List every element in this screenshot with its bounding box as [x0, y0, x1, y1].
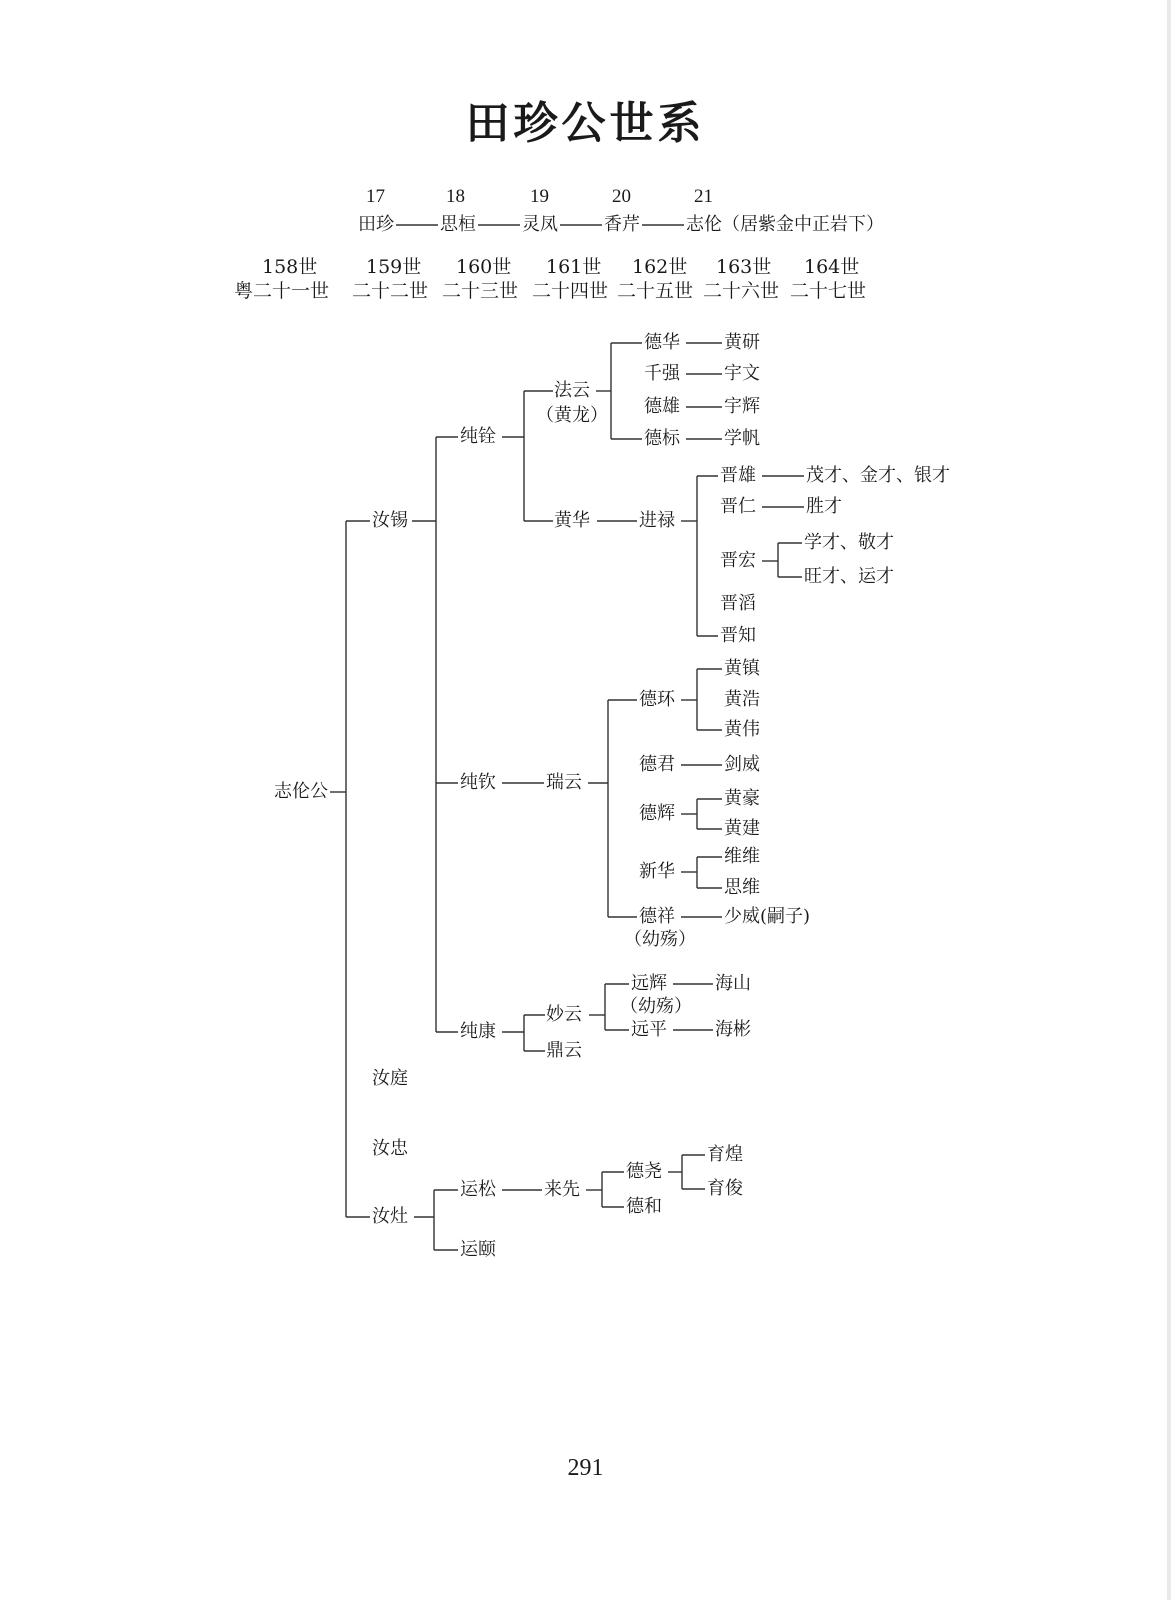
tree-node: 晋仁: [720, 496, 756, 517]
generation-world: 164世: [804, 256, 860, 278]
tree-node: 汝庭: [372, 1068, 408, 1089]
tree-node: 晋雄: [720, 465, 756, 486]
tree-node: 晋知: [720, 625, 756, 646]
tree-node: 远辉: [631, 973, 667, 994]
tree-node: 育煌: [707, 1144, 743, 1165]
tree-node: 德雄: [644, 396, 680, 417]
tree-node-note: （幼殇）: [620, 996, 692, 1017]
lineage-name: 田珍: [358, 214, 394, 235]
generation-local: 二十三世: [442, 280, 519, 302]
page-title: 田珍公世系: [465, 98, 706, 149]
tree-node: 汝灶: [372, 1206, 408, 1227]
tree-node: 黄伟: [724, 719, 760, 740]
lineage-name: 香芹: [604, 214, 640, 235]
tree-node: 汝忠: [372, 1138, 408, 1159]
tree-node: 进禄: [639, 510, 675, 531]
tree-node: 海山: [715, 973, 751, 994]
tree-node: 远平: [631, 1019, 667, 1040]
tree-node: 纯铨: [460, 426, 496, 447]
lineage-note: （居紫金中正岩下）: [722, 214, 884, 235]
generation-world: 163世: [716, 256, 772, 278]
tree-node: 德环: [639, 689, 675, 710]
tree-node: 少威(嗣子): [724, 906, 811, 927]
tree-node: 瑞云: [546, 772, 582, 793]
tree-node: 茂才、金才、银才: [806, 465, 950, 486]
generation-world: 160世: [456, 256, 512, 278]
tree-node-note: （幼殇）: [624, 929, 696, 950]
tree-node: 德尧: [626, 1161, 662, 1182]
tree-node: 晋滔: [720, 593, 756, 614]
tree-node: 德辉: [639, 803, 675, 824]
tree-node: 法云: [554, 380, 590, 401]
tree-node: 维维: [724, 846, 760, 867]
lineage-number: 20: [612, 186, 631, 207]
tree-node: 汝锡: [372, 510, 408, 531]
tree-node: 黄华: [554, 510, 590, 531]
tree-node: 黄研: [724, 332, 760, 353]
tree-node: 黄豪: [724, 788, 760, 809]
lineage-number: 21: [694, 186, 713, 207]
tree-node: 德标: [644, 428, 680, 449]
tree-node: 胜才: [806, 496, 842, 517]
tree-node: 黄镇: [724, 658, 760, 679]
tree-node: 德祥: [639, 906, 675, 927]
tree-node: 旺才、运才: [804, 566, 894, 587]
tree-node: 妙云: [546, 1004, 582, 1025]
tree-node: 思维: [724, 877, 760, 898]
generation-local: 二十七世: [790, 280, 867, 302]
tree-node: 纯康: [460, 1021, 496, 1042]
tree-node: 黄建: [724, 818, 760, 839]
generation-world: 162世: [632, 256, 688, 278]
tree-node: 志伦公: [274, 781, 328, 802]
tree-node: 千强: [644, 363, 680, 384]
tree-node: 宇辉: [724, 396, 760, 417]
tree-node: 学才、敬才: [804, 532, 894, 553]
generation-local: 二十二世: [352, 280, 429, 302]
lineage-number: 18: [446, 186, 465, 207]
lineage-name: 思桓: [440, 214, 476, 235]
tree-node: 德华: [644, 332, 680, 353]
tree-node: 学帆: [724, 428, 760, 449]
generation-local: 二十六世: [703, 280, 780, 302]
tree-node: 黄浩: [724, 689, 760, 710]
lineage-name: 志伦: [686, 214, 722, 235]
tree-node: 育俊: [707, 1178, 743, 1199]
generation-local: 粤二十一世: [234, 280, 330, 302]
generation-local: 二十五世: [617, 280, 694, 302]
tree-node: 海彬: [715, 1019, 751, 1040]
lineage-name: 灵凤: [522, 214, 558, 235]
tree-node: 来先: [544, 1179, 580, 1200]
tree-node: 德和: [626, 1196, 662, 1217]
lineage-number: 17: [366, 186, 385, 207]
tree-node: 新华: [639, 861, 675, 882]
generation-world: 158世: [262, 256, 318, 278]
generation-world: 159世: [366, 256, 422, 278]
tree-node: 鼎云: [546, 1040, 582, 1061]
tree-node: 纯钦: [460, 772, 496, 793]
tree-node: 剑威: [724, 754, 760, 775]
page-number: 291: [567, 1455, 604, 1481]
generation-local: 二十四世: [532, 280, 609, 302]
tree-node: 晋宏: [720, 550, 756, 571]
tree-node: 德君: [639, 754, 675, 775]
scan-edge: [1167, 0, 1171, 1600]
tree-node: 运颐: [460, 1239, 496, 1260]
lineage-number: 19: [530, 186, 549, 207]
tree-node-note: （黄龙）: [536, 405, 608, 426]
generation-world: 161世: [546, 256, 602, 278]
tree-node: 运松: [460, 1179, 496, 1200]
tree-node: 宇文: [724, 363, 760, 384]
